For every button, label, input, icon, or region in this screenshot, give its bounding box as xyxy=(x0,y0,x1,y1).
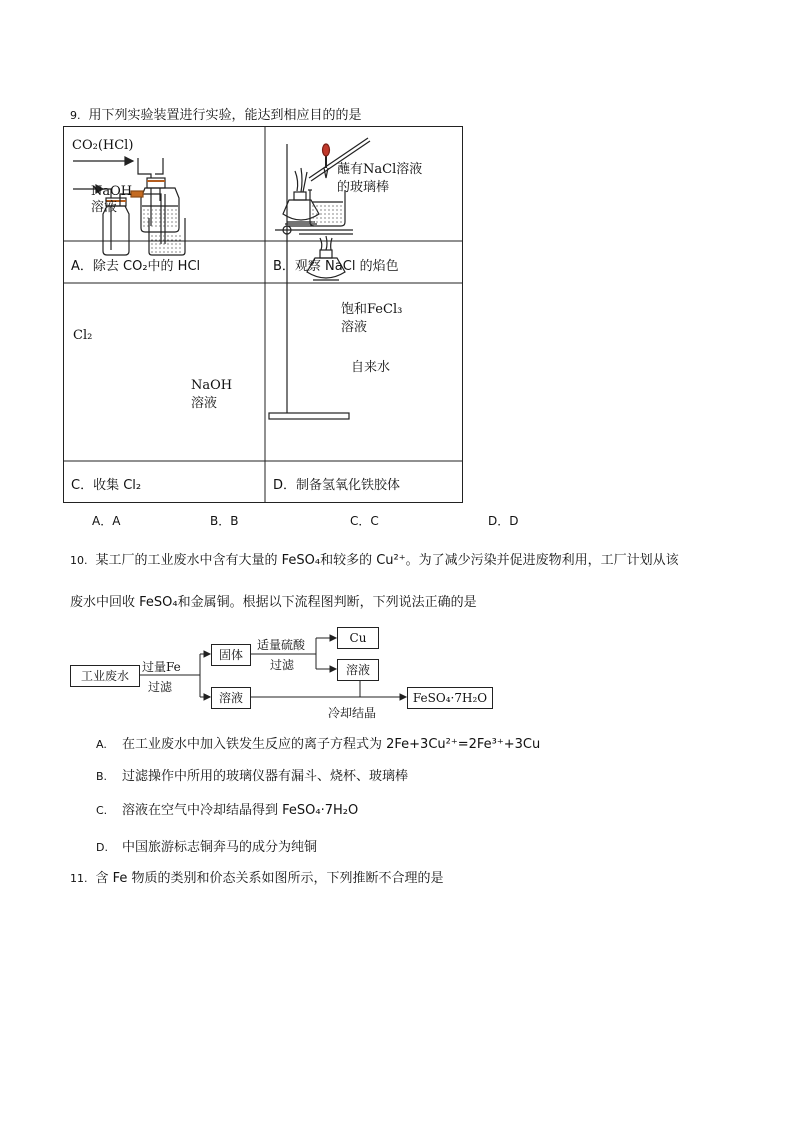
q9-option-b: B．B xyxy=(210,514,239,528)
q9-option-a: A．A xyxy=(92,514,121,528)
flow-box-solid: 固体 xyxy=(211,644,251,666)
flow-box-waste: 工业废水 xyxy=(70,665,140,687)
cell-c-reagent-label-2: 溶液 xyxy=(191,396,218,411)
choice-letter: A. xyxy=(96,738,107,751)
cell-a-reagent-label: NaOH xyxy=(91,184,133,199)
q10-stem-line-1 xyxy=(70,549,679,568)
choice-letter: B. xyxy=(96,770,108,783)
flow-label-excess-fe: 过量Fe xyxy=(142,660,181,674)
cell-d-label-3: 自来水 xyxy=(351,360,391,375)
cell-a-gas-label: CO₂(HCl) xyxy=(72,138,134,153)
flow-label-filter-2: 过滤 xyxy=(270,658,295,672)
q9-stem-text: 用下列实验装置进行实验，能达到相应目的的是 xyxy=(88,108,362,123)
flow-box-solution-lower: 溶液 xyxy=(211,687,251,709)
q10-stem-line-2: 废水中回收 FeSO₄和金属铜。根据以下流程图判断，下列说法正确的是 xyxy=(70,595,477,610)
choice-text: 在工业废水中加入铁发生反应的离子方程式为 2Fe+3Cu²⁺=2Fe³⁺+3Cu xyxy=(122,737,541,752)
cell-c-caption: C．收集 Cl₂ xyxy=(71,478,142,493)
q10-choice-c xyxy=(96,799,358,818)
choice-letter: D. xyxy=(96,841,108,854)
q10-choice-a xyxy=(96,733,540,752)
q10-choice-d xyxy=(96,836,317,855)
cell-c-reagent-label: NaOH xyxy=(191,378,233,393)
q9-option-c: C．C xyxy=(350,514,379,528)
q10-flow-chart xyxy=(70,622,500,722)
flow-box-product: FeSO₄·7H₂O xyxy=(407,687,493,709)
q11-stem-text: 含 Fe 物质的类别和价态关系如图所示，下列推断不合理的是 xyxy=(95,871,444,886)
cell-a-caption: A．除去 CO₂中的 HCl xyxy=(71,259,201,274)
cell-d-label-1: 饱和FeCl₃ xyxy=(341,302,403,317)
q10-choice-b xyxy=(96,765,408,784)
q9-option-d: D．D xyxy=(488,514,519,528)
cell-c-gas-label: Cl₂ xyxy=(73,328,93,343)
flow-label-filter-1: 过滤 xyxy=(148,680,173,694)
flow-label-sulfuric-acid: 适量硫酸 xyxy=(257,638,306,652)
cell-b-label-2: 的玻璃棒 xyxy=(337,180,390,195)
cell-a-reagent-label-2: 溶液 xyxy=(91,200,118,215)
cell-b-caption: B．观察 NaCl 的焰色 xyxy=(273,259,399,274)
choice-text: 中国旅游标志铜奔马的成分为纯铜 xyxy=(122,840,318,855)
q9-table-lines xyxy=(63,126,463,503)
cell-b-label-1: 蘸有NaCl溶液 xyxy=(337,162,423,177)
choice-text: 过滤操作中所用的玻璃仪器有漏斗、烧杯、玻璃棒 xyxy=(122,769,409,784)
choice-text: 溶液在空气中冷却结晶得到 FeSO₄·7H₂O xyxy=(122,803,359,818)
flow-label-crystallize: 冷却结晶 xyxy=(328,706,377,720)
q9-stem xyxy=(70,104,362,123)
flow-box-solution-upper: 溶液 xyxy=(337,659,379,681)
q10-stem-text-1: 某工厂的工业废水中含有大量的 FeSO₄和较多的 Cu²⁺。为了减少污染并促进废物利用，工厂计划从该 xyxy=(95,553,679,568)
choice-letter: C. xyxy=(96,804,108,817)
q11-number: 11. xyxy=(70,872,88,885)
flow-box-cu: Cu xyxy=(337,627,379,649)
cell-d-caption: D．制备氢氧化铁胶体 xyxy=(273,478,401,493)
cell-d-label-2: 溶液 xyxy=(341,320,368,335)
q9-number: 9. xyxy=(70,109,81,122)
q9-apparatus-table xyxy=(63,126,463,503)
q10-number: 10. xyxy=(70,554,88,567)
q11-stem xyxy=(70,867,444,886)
